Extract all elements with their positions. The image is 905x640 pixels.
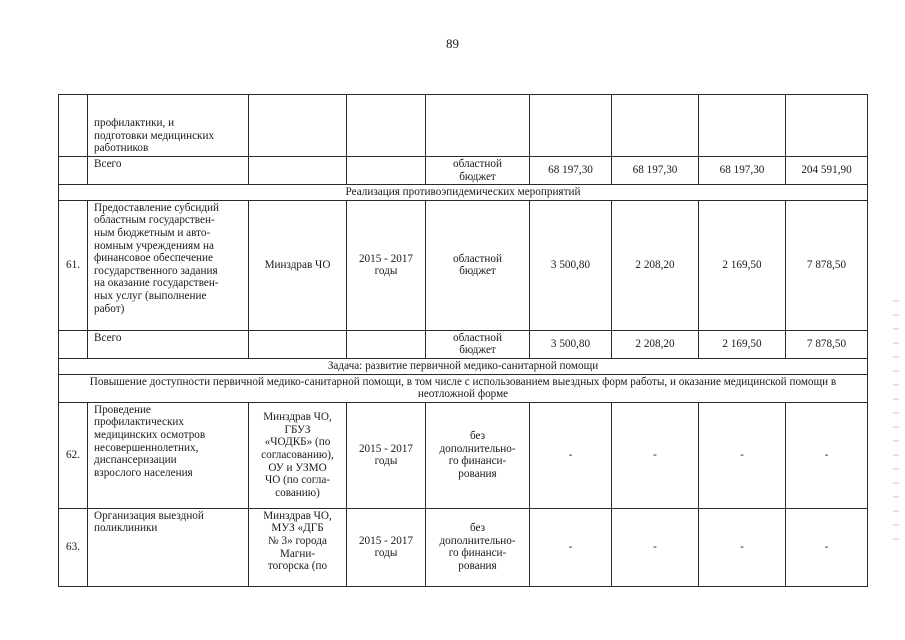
program-activities-table (58, 94, 868, 587)
row-number: 61. (59, 200, 88, 330)
value-2015: 3 500,80 (530, 330, 612, 358)
row-number (59, 95, 88, 157)
value-2017: - (699, 402, 786, 508)
funding-source: без дополнительно- го финанси- рования (426, 402, 530, 508)
value-2016: 2 208,20 (612, 200, 699, 330)
executor (249, 330, 347, 358)
period: 2015 - 2017 годы (347, 402, 426, 508)
table-row (59, 508, 868, 586)
funding-source: областной бюджет (426, 157, 530, 185)
value-2015: - (530, 508, 612, 586)
executor (249, 157, 347, 185)
value-2015: - (530, 402, 612, 508)
value-total: 7 878,50 (786, 330, 868, 358)
activity-name: Всего (88, 157, 249, 185)
row-number (59, 157, 88, 185)
value-2017: 68 197,30 (699, 157, 786, 185)
period: 2015 - 2017 годы (347, 200, 426, 330)
page-number: 89 (446, 36, 459, 51)
value-total: - (786, 402, 868, 508)
period: 2015 - 2017 годы (347, 508, 426, 586)
section-row (59, 374, 868, 402)
activity-name: Предоставление субсидий областным государствен- ным бюджетным и авто- номным учреждениям на финансовое обеспечение государственного задания на оказание государствен- ных услуг (выполнение работ) (88, 200, 249, 330)
value-2016: - (612, 508, 699, 586)
period (347, 330, 426, 358)
section-row (59, 358, 868, 374)
activity-name: профилактики, и подготовки медицинских работников (88, 95, 249, 157)
value-total: 7 878,50 (786, 200, 868, 330)
table-row (59, 330, 868, 358)
value-2016: 68 197,30 (612, 157, 699, 185)
task-heading: Задача: развитие первичной медико-санитарной помощи (59, 358, 868, 374)
period (347, 157, 426, 185)
section-heading: Реализация противоэпидемических мероприятий (59, 185, 868, 201)
section-row (59, 185, 868, 201)
funding-source: областной бюджет (426, 330, 530, 358)
value-2015: 68 197,30 (530, 157, 612, 185)
value-2017: 2 169,50 (699, 200, 786, 330)
funding-source: областной бюджет (426, 200, 530, 330)
table-row (59, 200, 868, 330)
value-2016: - (612, 402, 699, 508)
row-number: 63. (59, 508, 88, 586)
activity-name: Всего (88, 330, 249, 358)
goal-heading: Повышение доступности первичной медико-санитарной помощи, в том числе с использованием выездных форм работы, и оказание медицинской помощи в неотложной форме (59, 374, 868, 402)
executor (249, 95, 347, 157)
activity-name: Организация выездной поликлиники (88, 508, 249, 586)
activity-name: Проведение профилактических медицинских осмотров несовершеннолетних, диспансеризации взрослого населения (88, 402, 249, 508)
row-number: 62. (59, 402, 88, 508)
value-2017: - (699, 508, 786, 586)
table-row (59, 402, 868, 508)
executor: Минздрав ЧО (249, 200, 347, 330)
value-total: - (786, 508, 868, 586)
period (347, 95, 426, 157)
value-2015: 3 500,80 (530, 200, 612, 330)
value-2016: 2 208,20 (612, 330, 699, 358)
executor: Минздрав ЧО, ГБУЗ «ЧОДКБ» (по согласованию), ОУ и УЗМО ЧО (по согла- сованию) (249, 402, 347, 508)
value-2017 (699, 95, 786, 157)
funding-source: без дополнительно- го финанси- рования (426, 508, 530, 586)
value-total: 204 591,90 (786, 157, 868, 185)
table-row (59, 95, 868, 157)
value-total (786, 95, 868, 157)
table-row (59, 157, 868, 185)
scan-artifact (893, 300, 899, 540)
row-number (59, 330, 88, 358)
value-2015 (530, 95, 612, 157)
funding-source (426, 95, 530, 157)
value-2017: 2 169,50 (699, 330, 786, 358)
value-2016 (612, 95, 699, 157)
executor: Минздрав ЧО, МУЗ «ДГБ № 3» города Магни- тогорска (по (249, 508, 347, 586)
